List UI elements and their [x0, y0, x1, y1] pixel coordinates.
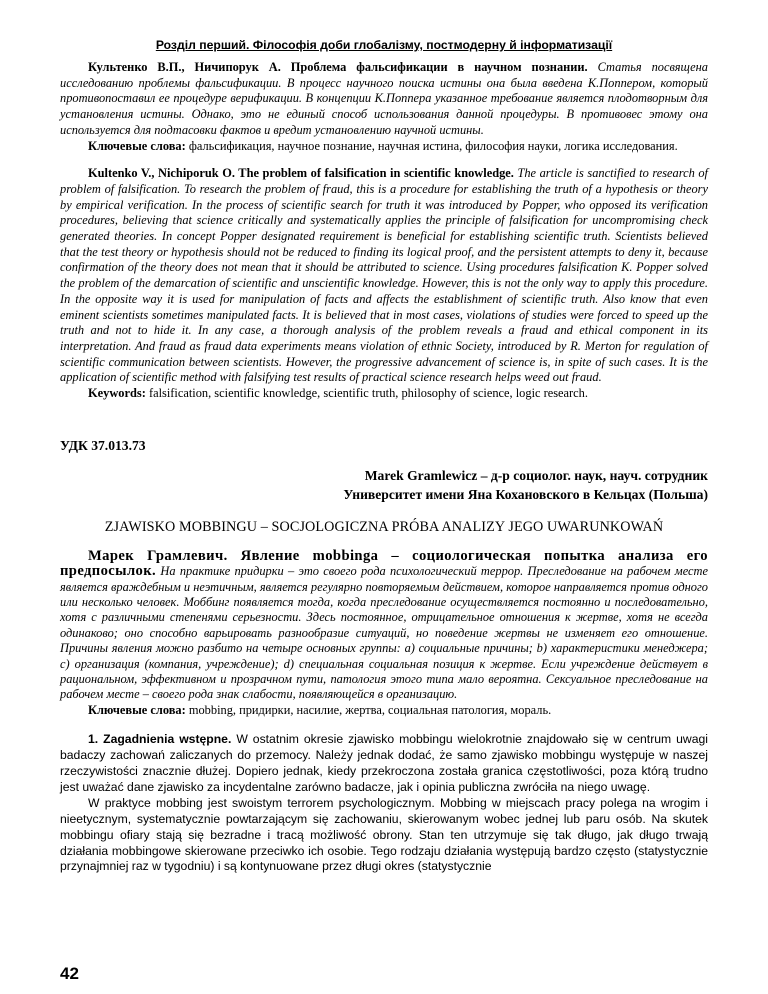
abstract-en-previous-text: The article is sanctified to research of problem of falsification. To research the problem of fraud, this is a procedure for establishing the truth of a hypothesis or theory by empirical verification. In the process of scientific search for truth it was introduced by Popper, who opposed its verification procedures, believing that science critically and systematically applies the principle of falsification for uncompromising check generated theories. In concept Popper designated requirement is beneficial for establishing scientific truth. Scientists believed that the test theory or hypothesis should not be reduced to finding its logical proof, and the persistent attempts to deny it, because confirmation of the theory does not mean that it should be attributed to science. Using procedures falsification K. Popper solved the problem of the demarcation of scientific and unscientific knowledge. However, this is not the only way to apply this procedure. In the opposite way it is used for manipulation of facts and affects the establishment of scientific truth. Also know that even eminent scientists sometimes manipulated facts. It is believed that in most cases, violations of studies were forced to speed up the truth and not to hide it. In any case, a thorough analysis of the problem reveals a fraud and ethical component in its interpretation. And fraud as fraud data experiments means violation of ethnic Society, introduced by R. Merton for regulation of scientific communication between scientists. However, the progressive advancement of science is, in spite of such cases. It is the application of scientific method with falsifying test results of practical science research helps weed out fraud.	[60, 166, 708, 385]
page-number: 42	[60, 964, 79, 983]
keywords-text: фальсификация, научное познание, научная истина, философия науки, логика исследования.	[188, 138, 678, 153]
author-affiliation	[60, 466, 708, 504]
abstract-en-previous-title: Kultenko V., Nichiporuk O. The problem of falsification in scientific knowledge.	[88, 166, 514, 181]
keywords-label: Ключевые слова:	[88, 138, 186, 153]
abstract-ru-previous	[60, 60, 708, 154]
running-header: Розділ перший. Філософія доби глобалізму, постмодерну й інформатизації	[155, 38, 613, 52]
page-content	[60, 38, 708, 875]
abstract-ru-title: Марек Грамлевич. Явление mobbinga – социологическая попытка анализа его предпосылок.	[60, 547, 708, 580]
author-institution: Университет имени Яна Кохановского в Кельцах (Польша)	[343, 486, 708, 502]
abstract-ru-previous-title: Культенко В.П., Ничипорук А. Проблема фальсификации в научном познании.	[88, 60, 588, 74]
abstract-ru-previous-text: Статья посвящена исследованию проблемы фальсификации. В процесс научного поиска истины она была введена К.Поппером, который противопоставил ее процедуре верификации. В концепции К.Поппера указанное требование является плодотворным для установления истины. Однако, это не единый способ использования данной процедуры. В противовес этому она используется для подтасовки фактов и вредит установлению научной истины.	[60, 60, 708, 137]
keywords-label: Keywords:	[88, 386, 146, 401]
abstract-ru	[60, 549, 708, 718]
abstract-en-previous	[60, 166, 708, 402]
section-heading: 1. Zagadnienia wstępne.	[88, 732, 232, 747]
keywords-text: falsification, scientific knowledge, scientific truth, philosophy of science, logic research.	[148, 386, 588, 401]
keywords-text: mobbing, придирки, насилие, жертва, социальная патология, мораль.	[188, 702, 552, 717]
section-introduction	[60, 732, 708, 875]
article-title: ZJAWISKO MOBBINGU – SOCJOLOGICZNA PRÓBA ANALIZY JEGO UWARUNKOWAŃ	[104, 518, 664, 535]
keywords-label: Ключевые слова:	[88, 702, 186, 717]
paragraph: W ostatnim okresie zjawisko mobbingu wielokrotnie znajdowało się w centrum uwagi badaczy zachowań zaliczanych do przemocy. Należy jednak dodać, że samo zjawisko mobbingu występuje w naszej rzeczywistości znacznie dłużej. Dopiero jednak, kiedy przekroczona została granica częstotliwości, poza którą trudno jest uważać dane zjawisko za incydentalne zarówno badacze, jak i opinia publiczna zwróciła na niego uwagę.	[60, 732, 708, 794]
paragraph: W praktyce mobbing jest swoistym terrorem psychologicznym. Mobbing w miejscach pracy polega na wrogim i nieetycznym, systematycznie powtarzającym się zachowaniu, skierowanym wobec jednej lub paru osób. Na skutek mobbingu ofiary stają się bezradne i tracą możliwość obrony. Stan ten utrzymuje się tak długo, jak długo trwają działania mobbingowe skierowane przeciwko ich osobie. Tego rodzaju działania występują bardzo często (statystycznie przynajmniej raz w tygodniu) i są kontynuowane przez długi okres (statystycznie	[60, 795, 708, 874]
abstract-ru-text: На практике придирки – это своего рода психологический террор. Преследование на рабочем месте является враждебным и неэтичным, является регулярно повторяемым действием, которое направляется против одного или несколько человек. Моббинг появляется тогда, когда преследование осуществляется постоянно и последовательно, хотя с различными степенями серьезности. Здесь постоянное, отрицательное отношения к жертве, хотя не всегда одинаково; оно способно варьировать разнообразие ситуаций, но поведение жертвы не изменяет его отношение. Причины явления можно разбито на четыре основных группы: a) социальные причины; b) характеристики менеджера; c) организация (компания, учреждение); d) специальная социальная позиция к жертве. Если учреждение действует в рациональном, эффективном и прозрачном пути, патология этого типа мало вероятна. Сексуальное преследование на рабочем месте – своего рода знак слабости, появляющейся в организацию.	[60, 564, 708, 702]
author-name: Marek Gramlewicz – д-р социолог. наук, науч. сотрудник	[364, 467, 708, 483]
udk-code: УДК 37.013.73	[60, 437, 146, 453]
